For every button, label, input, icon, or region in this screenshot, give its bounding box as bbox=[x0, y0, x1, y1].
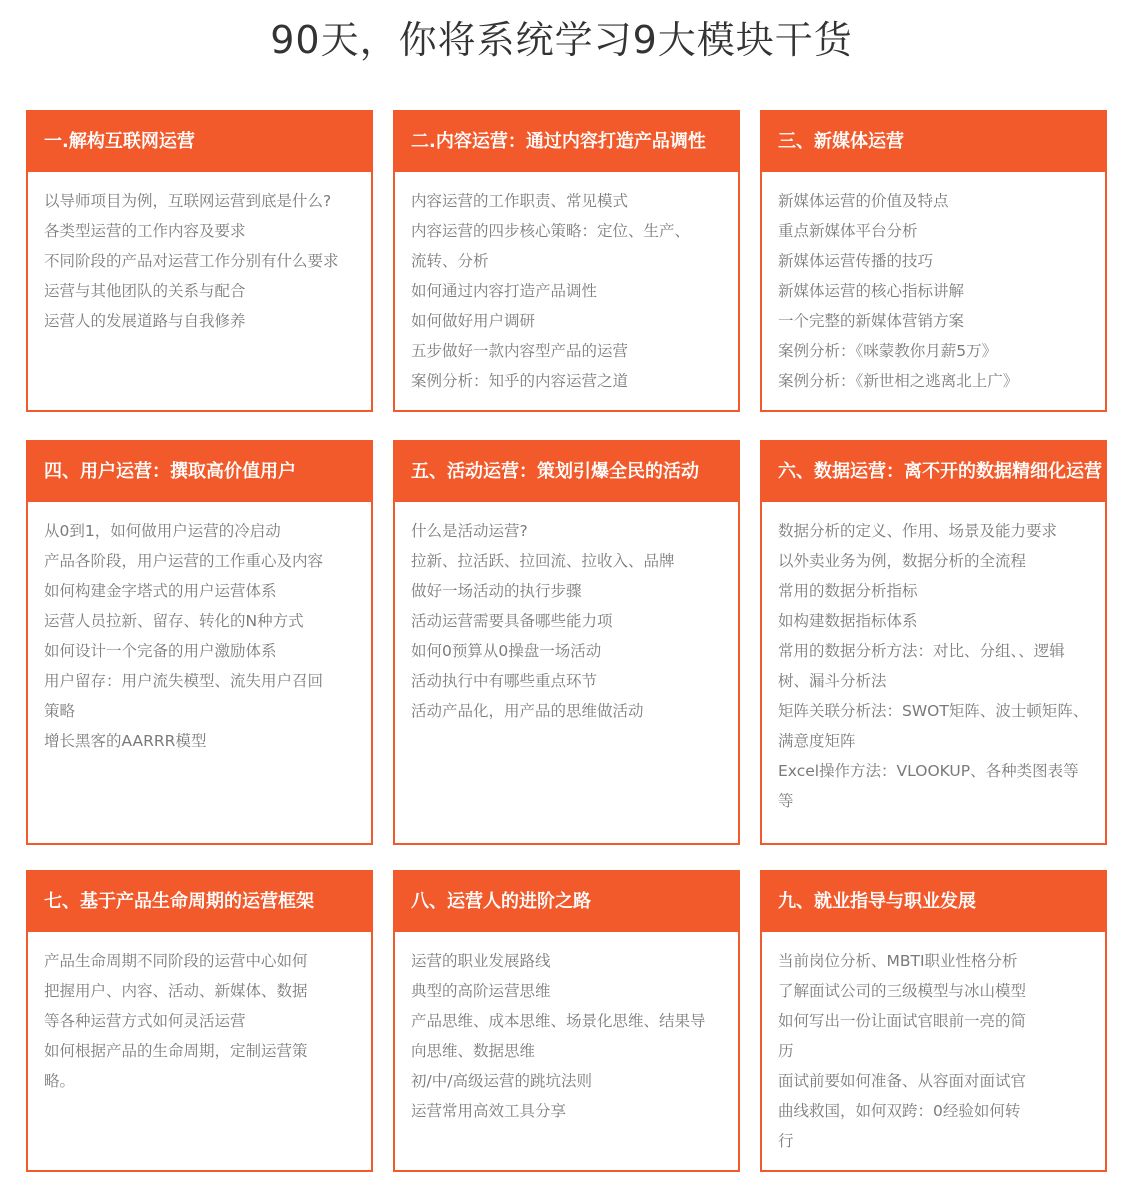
module-item: 把握用户、内容、活动、新媒体、数据 bbox=[44, 982, 308, 1000]
module-card-8 bbox=[393, 870, 740, 1172]
module-item: 等各种运营方式如何灵活运营 bbox=[44, 1012, 246, 1030]
module-item: 运营与其他团队的关系与配合 bbox=[44, 282, 246, 300]
module-heading: 五、活动运营：策划引爆全民的活动 bbox=[395, 442, 738, 502]
module-heading: 二.内容运营：通过内容打造产品调性 bbox=[395, 112, 738, 172]
module-item: 内容运营的工作职责、常见模式 bbox=[411, 192, 629, 210]
module-item: 如何做好用户调研 bbox=[411, 312, 536, 330]
module-item: 如何通过内容打造产品调性 bbox=[411, 282, 598, 300]
module-item: 行 bbox=[778, 1132, 794, 1150]
module-item: 流转、分析 bbox=[411, 252, 489, 270]
module-item: 做好一场活动的执行步骤 bbox=[411, 582, 582, 600]
module-item: 以外卖业务为例，数据分析的全流程 bbox=[778, 552, 1027, 570]
module-item: 运营人的发展道路与自我修养 bbox=[44, 312, 246, 330]
module-card-6 bbox=[760, 440, 1107, 845]
module-item: 树、漏斗分析法 bbox=[778, 672, 887, 690]
module-card-9 bbox=[760, 870, 1107, 1172]
module-heading: 六、数据运营：离不开的数据精细化运营 bbox=[762, 442, 1105, 502]
module-item: 案例分析：《咪蒙教你月薪5万》 bbox=[778, 342, 998, 360]
module-content bbox=[762, 932, 1105, 1156]
module-content bbox=[395, 932, 738, 1126]
module-card-5 bbox=[393, 440, 740, 845]
module-item: 各类型运营的工作内容及要求 bbox=[44, 222, 246, 240]
module-item: 活动运营需要具备哪些能力项 bbox=[411, 612, 613, 630]
module-card-1 bbox=[26, 110, 373, 412]
module-item: 向思维、数据思维 bbox=[411, 1042, 536, 1060]
module-item: 产品思维、成本思维、场景化思维、结果导 bbox=[411, 1012, 706, 1030]
module-content bbox=[395, 172, 738, 396]
module-item: 矩阵关联分析法：SWOT矩阵、波士顿矩阵、 bbox=[778, 702, 1089, 720]
module-item: 如何构建金字塔式的用户运营体系 bbox=[44, 582, 277, 600]
module-item: 重点新媒体平台分析 bbox=[778, 222, 918, 240]
module-item: 活动产品化，用产品的思维做活动 bbox=[411, 702, 644, 720]
module-item: 什么是活动运营? bbox=[411, 522, 528, 540]
module-heading: 三、新媒体运营 bbox=[762, 112, 1105, 172]
module-item: 面试前要如何准备、从容面对面试官 bbox=[778, 1072, 1027, 1090]
module-card-2 bbox=[393, 110, 740, 412]
module-item: 如构建数据指标体系 bbox=[778, 612, 918, 630]
module-item: 拉新、拉活跃、拉回流、拉收入、品牌 bbox=[411, 552, 675, 570]
module-item: 用户留存：用户流失模型、流失用户召回 bbox=[44, 672, 324, 690]
module-card-4 bbox=[26, 440, 373, 845]
module-item: 运营常用高效工具分享 bbox=[411, 1102, 567, 1120]
module-item: 运营的职业发展路线 bbox=[411, 952, 551, 970]
module-item: 数据分析的定义、作用、场景及能力要求 bbox=[778, 522, 1058, 540]
module-item: 一个完整的新媒体营销方案 bbox=[778, 312, 965, 330]
page-title: 90天，你将系统学习9大模块干货 bbox=[270, 18, 853, 62]
module-item: 满意度矩阵 bbox=[778, 732, 856, 750]
module-item: 产品生命周期不同阶段的运营中心如何 bbox=[44, 952, 308, 970]
module-item: 等 bbox=[778, 792, 794, 810]
module-item: 五步做好一款内容型产品的运营 bbox=[411, 342, 629, 360]
module-content bbox=[28, 932, 371, 1096]
module-item: 从0到1，如何做用户运营的冷启动 bbox=[44, 522, 281, 540]
module-item: 当前岗位分析、MBTI职业性格分析 bbox=[778, 952, 1018, 970]
module-heading: 七、基于产品生命周期的运营框架 bbox=[28, 872, 371, 932]
module-heading: 九、就业指导与职业发展 bbox=[762, 872, 1105, 932]
module-item: Excel操作方法：VLOOKUP、各种类图表等 bbox=[778, 762, 1079, 780]
module-card-3 bbox=[760, 110, 1107, 412]
module-item: 产品各阶段，用户运营的工作重心及内容 bbox=[44, 552, 324, 570]
module-item: 曲线救国，如何双跨：0经验如何转 bbox=[778, 1102, 1021, 1120]
module-content bbox=[395, 502, 738, 726]
module-item: 增长黑客的AARRR模型 bbox=[44, 732, 207, 750]
module-heading: 八、运营人的进阶之路 bbox=[395, 872, 738, 932]
module-item: 如何写出一份让面试官眼前一亮的简 bbox=[778, 1012, 1027, 1030]
module-item: 以导师项目为例，互联网运营到底是什么? bbox=[44, 192, 332, 210]
module-item: 新媒体运营传播的技巧 bbox=[778, 252, 934, 270]
module-heading: 一.解构互联网运营 bbox=[28, 112, 371, 172]
module-item: 不同阶段的产品对运营工作分别有什么要求 bbox=[44, 252, 339, 270]
module-item: 如何设计一个完备的用户激励体系 bbox=[44, 642, 277, 660]
module-content bbox=[28, 172, 371, 336]
module-item: 案例分析：知乎的内容运营之道 bbox=[411, 372, 629, 390]
module-item: 内容运营的四步核心策略：定位、生产、 bbox=[411, 222, 691, 240]
module-content bbox=[28, 502, 371, 756]
module-item: 活动执行中有哪些重点环节 bbox=[411, 672, 598, 690]
module-item: 典型的高阶运营思维 bbox=[411, 982, 551, 1000]
module-content bbox=[762, 172, 1105, 396]
module-item: 运营人员拉新、留存、转化的N种方式 bbox=[44, 612, 304, 630]
module-item: 策略 bbox=[44, 702, 76, 720]
module-item: 了解面试公司的三级模型与冰山模型 bbox=[778, 982, 1027, 1000]
module-item: 新媒体运营的核心指标讲解 bbox=[778, 282, 965, 300]
module-item: 如何根据产品的生命周期，定制运营策 bbox=[44, 1042, 308, 1060]
module-content bbox=[762, 502, 1105, 816]
module-item: 常用的数据分析方法：对比、分组、、逻辑 bbox=[778, 642, 1065, 660]
module-item: 常用的数据分析指标 bbox=[778, 582, 918, 600]
module-item: 如何0预算从0操盘一场活动 bbox=[411, 642, 602, 660]
module-item: 新媒体运营的价值及特点 bbox=[778, 192, 949, 210]
module-item: 案例分析：《新世相之逃离北上广》 bbox=[778, 372, 1019, 390]
module-heading: 四、用户运营：撰取高价值用户 bbox=[28, 442, 371, 502]
module-card-7 bbox=[26, 870, 373, 1172]
module-item: 略。 bbox=[44, 1072, 76, 1090]
module-item: 历 bbox=[778, 1042, 794, 1060]
module-item: 初/中/高级运营的跳坑法则 bbox=[411, 1072, 592, 1090]
